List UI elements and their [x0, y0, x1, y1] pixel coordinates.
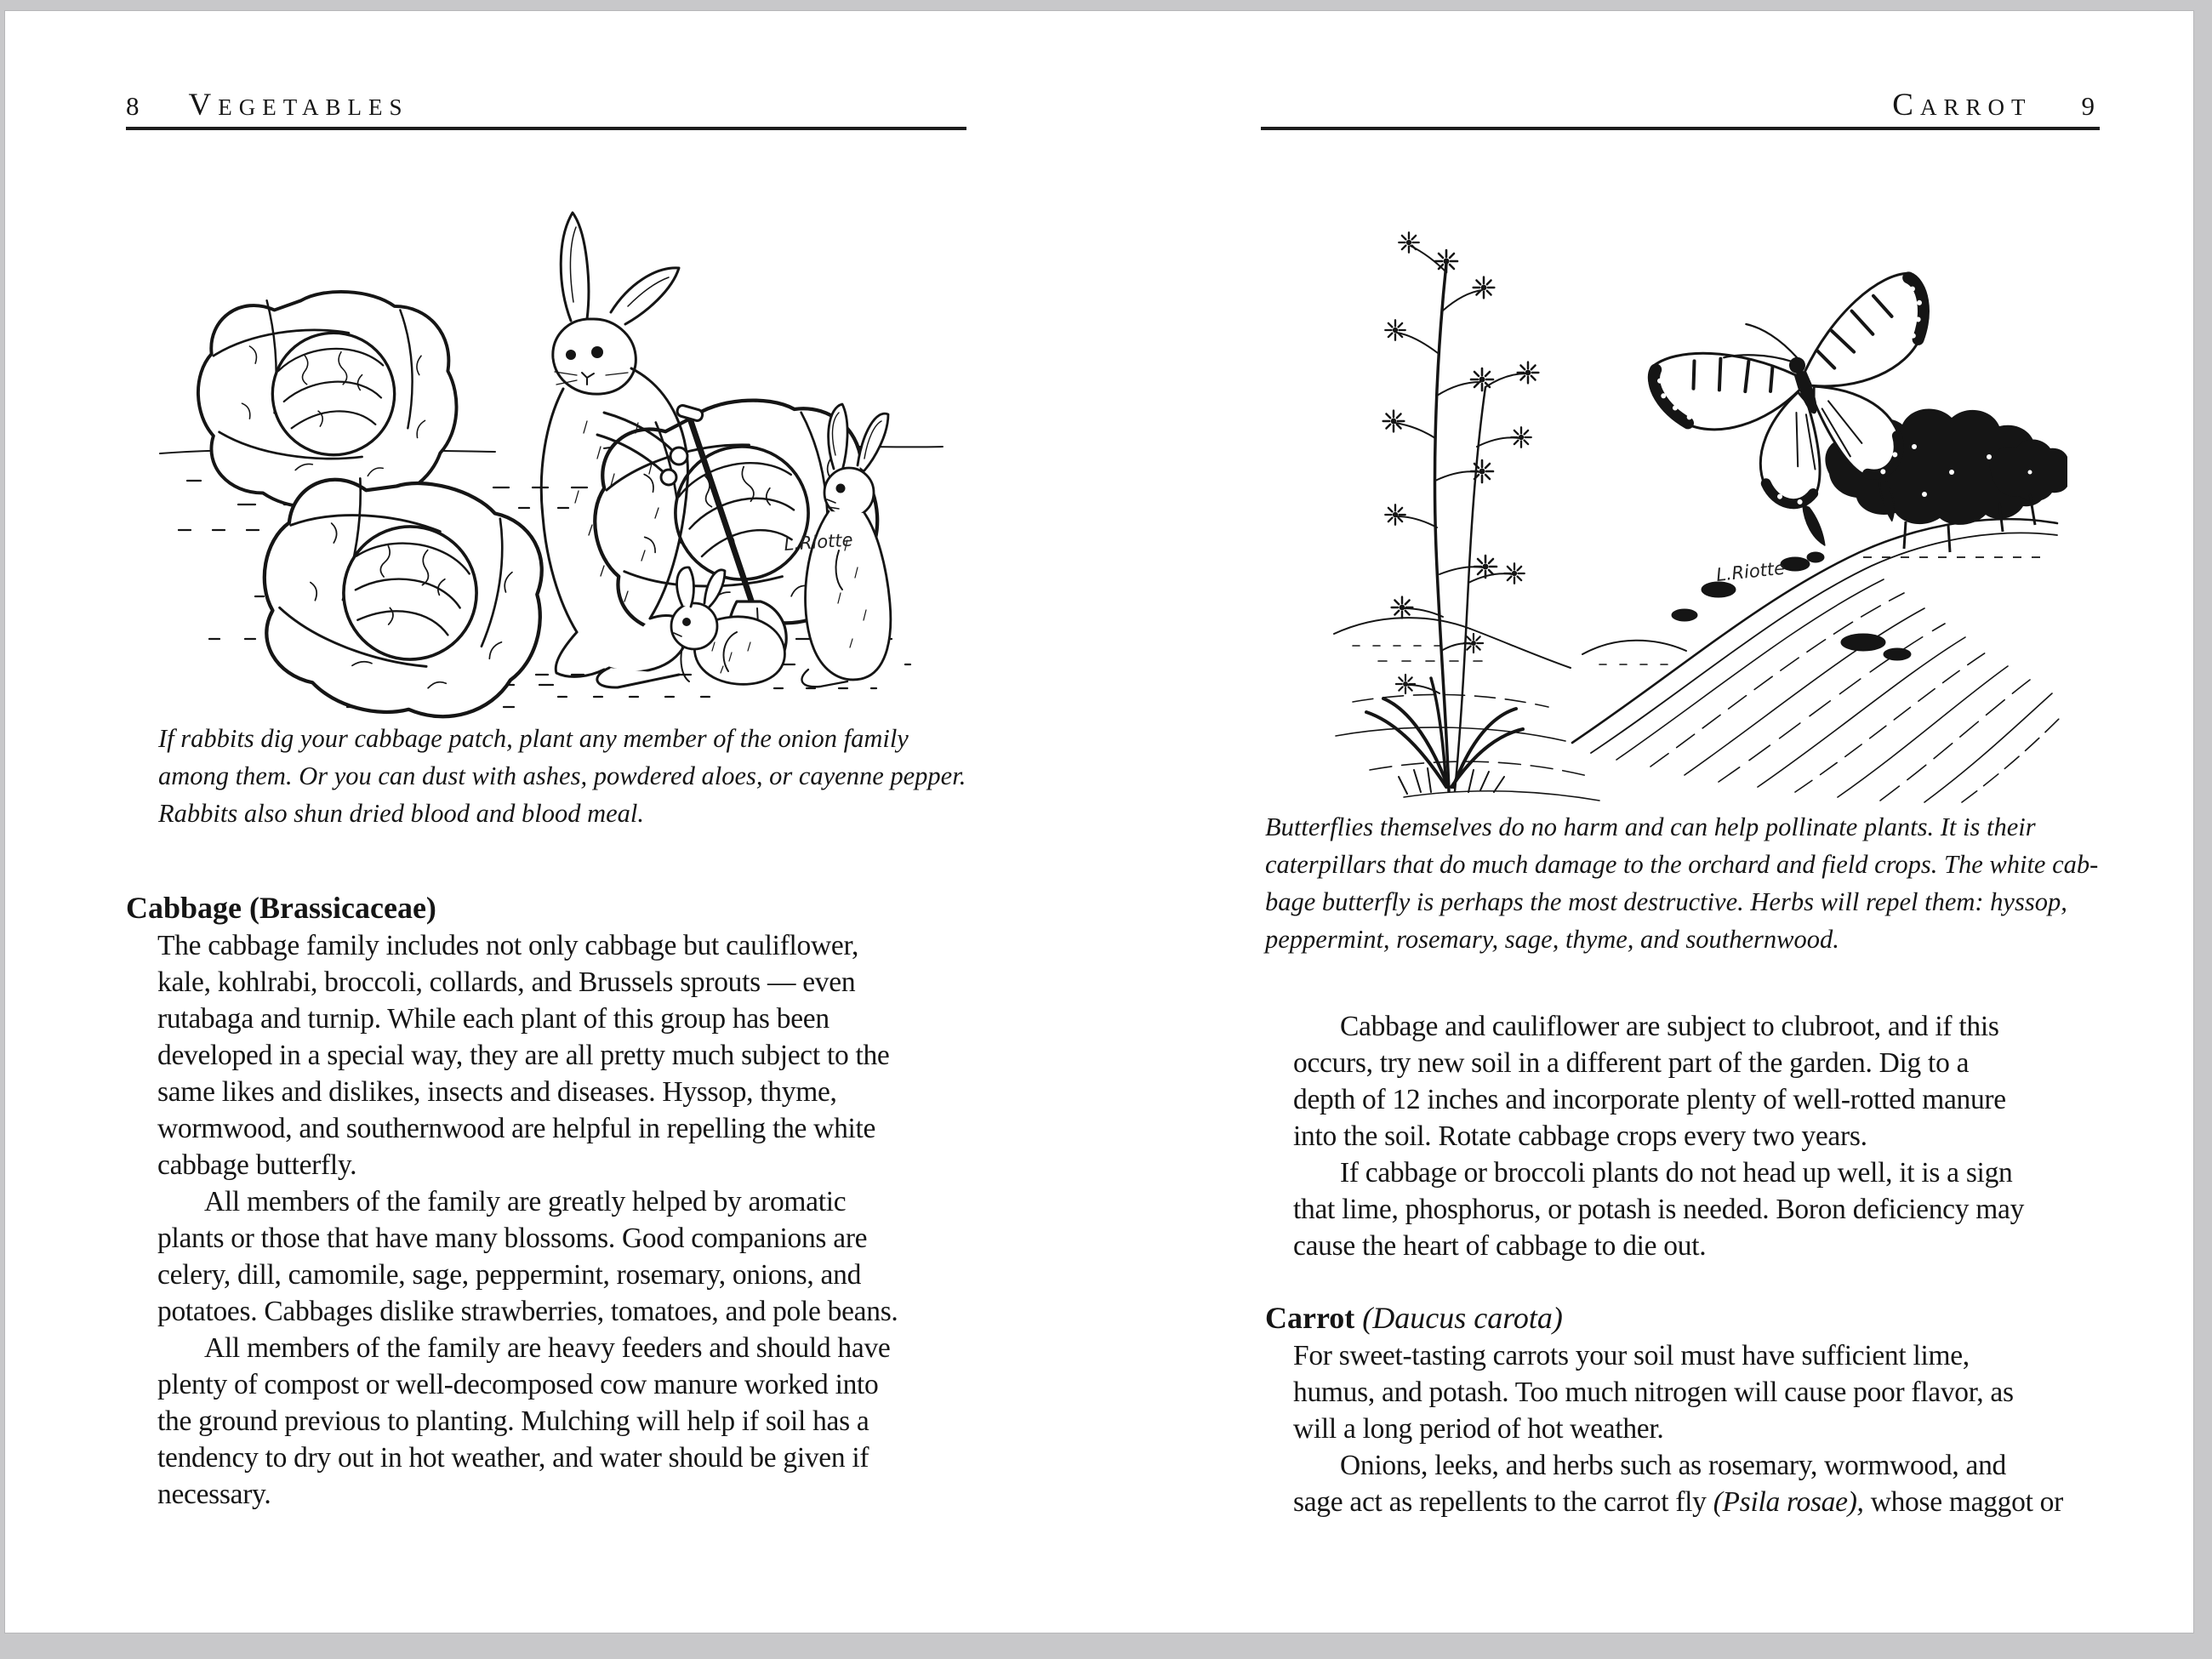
left-illustration-signature: L.Riotte: [783, 529, 854, 555]
caption-line: among them. Or you can dust with ashes, powdered aloes, or cayenne pepper.: [158, 761, 966, 790]
body-text-line: If cabbage or broccoli plants do not head up well, it is a sign: [1340, 1157, 2013, 1189]
caption-line: If rabbits dig your cabbage patch, plant any member of the onion family: [158, 724, 909, 753]
left-caption: [158, 720, 966, 832]
body-text-line: tendency to dry out in hot weather, and water should be given if: [157, 1442, 869, 1474]
cabbage-section-heading: Cabbage (Brassicaceae): [126, 891, 436, 925]
body-text-line: kale, kohlrabi, broccoli, collards, and Brussels sprouts — even: [157, 966, 856, 998]
body-text-line: that lime, phosphorus, or potash is needed. Boron deficiency may: [1293, 1194, 2025, 1225]
caption-line: Rabbits also shun dried blood and blood meal.: [158, 799, 645, 828]
left-running-header: [126, 87, 409, 123]
caption-line: peppermint, rosemary, sage, thyme, and southernwood.: [1265, 925, 1839, 954]
left-running-head: VEGETABLES: [188, 88, 409, 123]
body-text-line: plenty of compost or well-decomposed cow manure worked into: [157, 1369, 879, 1400]
body-text-line: All members of the family are greatly helped by aromatic: [204, 1186, 847, 1217]
right-page-number: 9: [2081, 91, 2095, 121]
body-text-line: Onions, leeks, and herbs such as rosemary, wormwood, and: [1340, 1450, 2006, 1481]
body-text-line: rutabaga and turnip. While each plant of this group has been: [157, 1003, 830, 1035]
right-running-head: CARROT: [1892, 88, 2032, 123]
carrot-section-heading: [1265, 1300, 1563, 1336]
right-running-header: [1892, 87, 2095, 123]
caption-line: caterpillars that do much damage to the orchard and field crops. The white cab-: [1265, 850, 2099, 879]
body-text-line: plants or those that have many blossoms. Good companions are: [157, 1223, 868, 1254]
body-text-line: into the soil. Rotate cabbage crops every two years.: [1293, 1120, 1867, 1152]
body-text-line: cabbage butterfly.: [157, 1149, 357, 1181]
line-fragment: whose maggot or: [1863, 1486, 2063, 1518]
body-text-line: same likes and dislikes, insects and diseases. Hyssop, thyme,: [157, 1076, 837, 1108]
caption-line: bage butterfly is perhaps the most destructive. Herbs will repel them: hyssop,: [1265, 887, 2067, 916]
rabbit-cabbage-illustration: [128, 166, 978, 719]
carrot-heading-latin: (Daucus carota): [1354, 1301, 1563, 1335]
body-text-line: cause the heart of cabbage to die out.: [1293, 1230, 1707, 1262]
body-text-line: Cabbage and cauliflower are subject to clubroot, and if this: [1340, 1011, 1999, 1042]
body-text-line: The cabbage family includes not only cabbage but cauliflower,: [157, 930, 859, 961]
body-text-line: necessary.: [157, 1479, 271, 1510]
right-caption: [1265, 808, 2098, 958]
body-text-line: depth of 12 inches and incorporate plenty of well-rotted manure: [1293, 1084, 2006, 1115]
line-fragment: sage act as repellents to the carrot fly: [1293, 1486, 1713, 1518]
body-text-line: the ground previous to planting. Mulching will help if soil has a: [157, 1405, 869, 1437]
body-text-line: humus, and potash. Too much nitrogen will cause poor flavor, as: [1293, 1377, 2014, 1408]
latin-name-fragment: (Psila rosae),: [1713, 1486, 1864, 1518]
body-text-line: developed in a special way, they are all pretty much subject to the: [157, 1040, 890, 1071]
left-page-number: 8: [126, 91, 140, 121]
right-illustration-signature: L.Riotte: [1715, 557, 1787, 585]
body-text-line: occurs, try new soil in a different part of the garden. Dig to a: [1293, 1047, 1970, 1079]
left-header-rule: [126, 127, 966, 130]
body-text-line: will a long period of hot weather.: [1293, 1413, 1664, 1445]
right-body-text-lower: [1293, 1337, 2063, 1520]
left-body-text: [157, 927, 898, 1513]
butterfly-meadow-illustration: [1319, 191, 2067, 804]
carrot-heading-name: Carrot: [1265, 1301, 1355, 1335]
body-text-line: potatoes. Cabbages dislike strawberries, tomatoes, and pole beans.: [157, 1296, 898, 1327]
body-text-line: celery, dill, camomile, sage, peppermint, rosemary, onions, and: [157, 1259, 862, 1291]
body-text-line: For sweet-tasting carrots your soil must have sufficient lime,: [1293, 1340, 1970, 1371]
right-body-text-upper: [1293, 1008, 2024, 1264]
body-text-line: All members of the family are heavy feeders and should have: [204, 1332, 891, 1364]
right-header-rule: [1261, 127, 2100, 130]
body-text-line: [1293, 1484, 2063, 1520]
body-text-line: wormwood, and southernwood are helpful in repelling the white: [157, 1113, 876, 1144]
caption-line: Butterflies themselves do no harm and can help pollinate plants. It is their: [1265, 812, 2036, 841]
